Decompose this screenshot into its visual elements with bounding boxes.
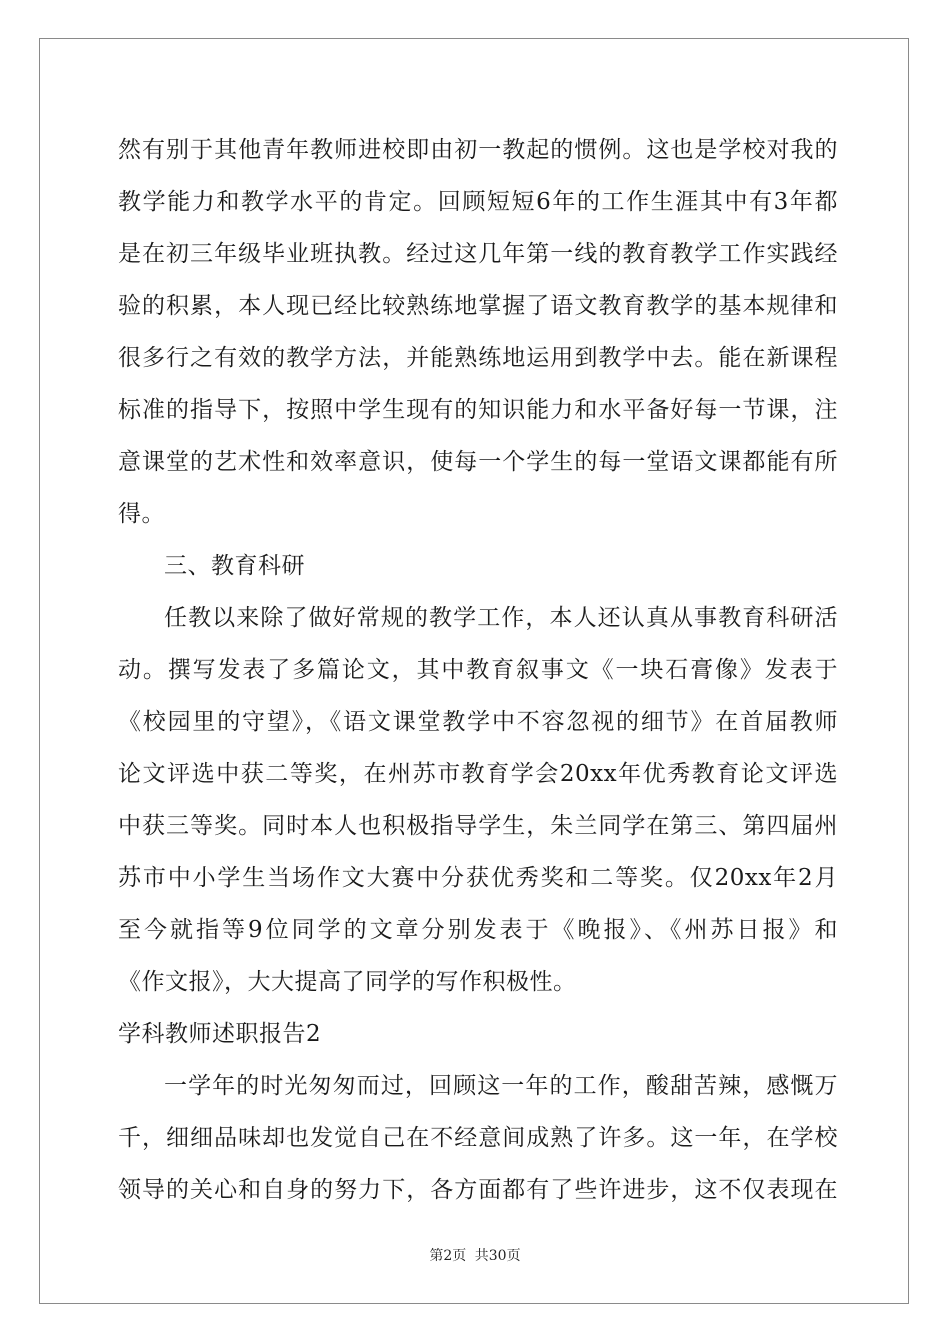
text-line: 是在初三年级毕业班执教。经过这几年第一线的教育教学工作实践经: [118, 241, 838, 267]
text-line: 《作文报》，大大提高了同学的写作积极性。: [118, 969, 577, 995]
text-line: 意课堂的艺术性和效率意识，使每一个学生的每一堂语文课都能有所: [118, 449, 838, 475]
text-line: 《校园里的守望》，《语文课堂教学中不容忽视的细节》在首届教师: [118, 709, 838, 735]
text-line: 论文评选中获二等奖，在州苏市教育学会20xx年优秀教育论文评选: [118, 761, 838, 787]
text-line: 千，细细品味却也发觉自己在不经意间成熟了许多。这一年，在学校: [118, 1125, 838, 1151]
text-line: 动。撰写发表了多篇论文，其中教育叙事文《一块石膏像》发表于: [118, 657, 838, 683]
text-line: 至今就指等9位同学的文章分别发表于《晚报》、《州苏日报》和: [118, 917, 838, 943]
section-heading: 三、教育科研: [164, 553, 305, 579]
text-line: 教学能力和教学水平的肯定。回顾短短6年的工作生涯其中有3年都: [118, 189, 838, 215]
text-line: 标准的指导下，按照中学生现有的知识能力和水平备好每一节课，注: [118, 397, 838, 423]
text-line: 任教以来除了做好常规的教学工作，本人还认真从事教育科研活: [164, 605, 838, 631]
text-line: 验的积累，本人现已经比较熟练地掌握了语文教育教学的基本规律和: [118, 293, 838, 319]
page-number: 第2页: [429, 1248, 467, 1264]
text-line: 一学年的时光匆匆而过，回顾这一年的工作，酸甜苦辣，感慨万: [164, 1073, 838, 1099]
text-line: 苏市中小学生当场作文大赛中分获优秀奖和二等奖。仅20xx年2月: [118, 865, 838, 891]
text-line: 很多行之有效的教学方法，并能熟练地运用到教学中去。能在新课程: [118, 345, 838, 371]
text-line: 得。: [118, 501, 165, 527]
page-footer: [0, 1245, 950, 1265]
text-line: 领导的关心和自身的努力下，各方面都有了些许进步，这不仅表现在: [118, 1177, 838, 1203]
page-total: 共30页: [474, 1248, 521, 1264]
text-line: 然有别于其他青年教师进校即由初一教起的惯例。这也是学校对我的: [118, 137, 838, 163]
document-body: [118, 124, 838, 1216]
text-line: 中获三等奖。同时本人也积极指导学生，朱兰同学在第三、第四届州: [118, 813, 838, 839]
report-title: 学科教师述职报告2: [118, 1021, 322, 1047]
